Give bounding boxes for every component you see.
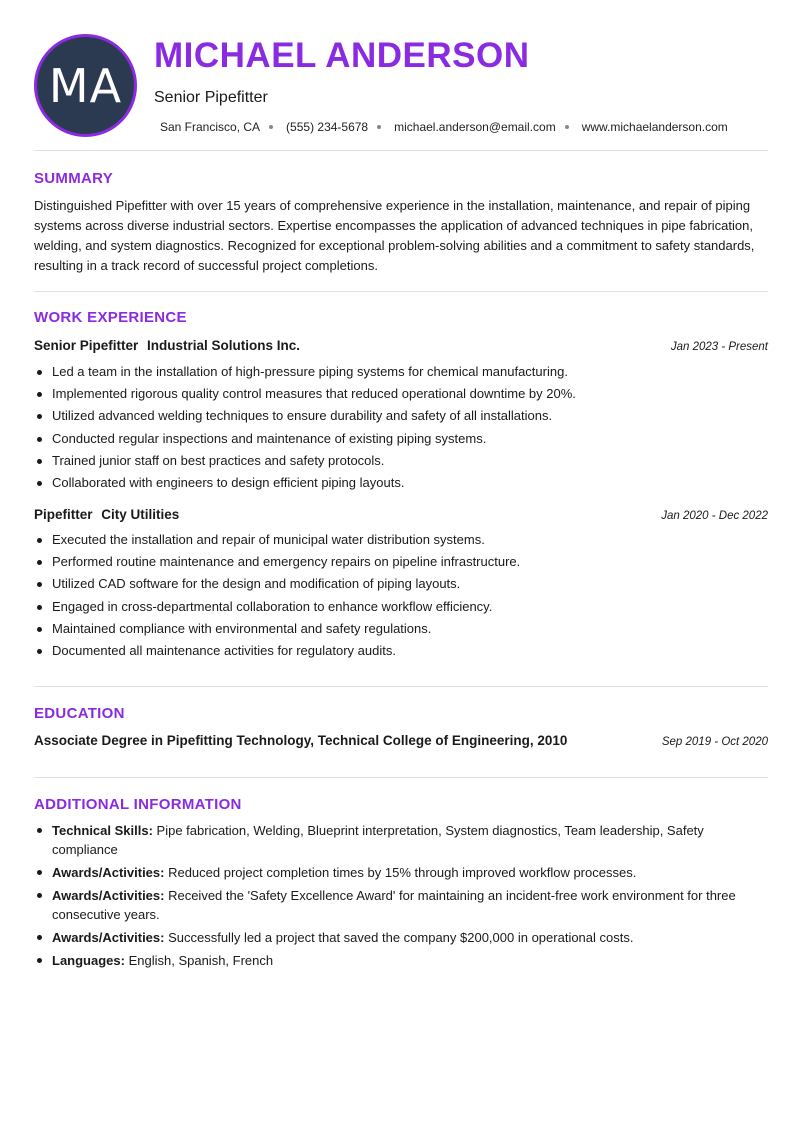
list-item: Trained junior staff on best practices and safety protocols. bbox=[34, 450, 768, 472]
job-position: Senior Pipefitter bbox=[34, 338, 139, 353]
info-text: Successfully led a project that saved the company $200,000 in operational costs. bbox=[164, 930, 634, 945]
job-position: Pipefitter bbox=[34, 507, 93, 522]
list-item bbox=[34, 951, 768, 970]
list-item bbox=[34, 928, 768, 947]
job-bullets bbox=[34, 361, 768, 494]
info-text: English, Spanish, French bbox=[124, 953, 274, 968]
summary-heading: SUMMARY bbox=[34, 170, 114, 187]
contact-line bbox=[160, 120, 728, 134]
list-item: Conducted regular inspections and maintenance of existing piping systems. bbox=[34, 428, 768, 450]
info-text: Pipe fabrication, Welding, Blueprint interpretation, System diagnostics, Team leadership, Safety compliance bbox=[52, 823, 704, 857]
contact-location: San Francisco, CA bbox=[160, 120, 261, 134]
info-label: Awards/Activities: bbox=[52, 865, 165, 880]
list-item: Led a team in the installation of high-pressure piping systems for chemical manufacturing. bbox=[34, 361, 768, 383]
list-item: Engaged in cross-departmental collaboration to enhance workflow efficiency. bbox=[34, 596, 768, 618]
list-item: Documented all maintenance activities for regulatory audits. bbox=[34, 640, 768, 662]
list-item: Collaborated with engineers to design efficient piping layouts. bbox=[34, 472, 768, 494]
education-heading: EDUCATION bbox=[34, 705, 125, 722]
list-item bbox=[34, 821, 768, 859]
list-item: Utilized advanced welding techniques to ensure durability and safety of all installations. bbox=[34, 405, 768, 427]
candidate-role: Senior Pipefitter bbox=[154, 89, 268, 106]
list-item: Implemented rigorous quality control measures that reduced operational downtime by 20%. bbox=[34, 383, 768, 405]
divider bbox=[34, 150, 768, 151]
list-item: Utilized CAD software for the design and modification of piping layouts. bbox=[34, 573, 768, 595]
additional-heading: ADDITIONAL INFORMATION bbox=[34, 796, 242, 813]
job-dates: Jan 2023 - Present bbox=[670, 341, 768, 353]
list-item bbox=[34, 863, 768, 882]
info-label: Technical Skills: bbox=[52, 823, 153, 838]
job-company: City Utilities bbox=[101, 507, 180, 522]
job-title bbox=[34, 338, 300, 353]
education-dates: Sep 2019 - Oct 2020 bbox=[661, 736, 768, 748]
education-degree: Associate Degree in Pipefitting Technology, Technical College of Engineering, 2010 bbox=[34, 733, 568, 748]
info-label: Awards/Activities: bbox=[52, 888, 165, 903]
info-label: Awards/Activities: bbox=[52, 930, 165, 945]
divider bbox=[34, 291, 768, 292]
separator-dot bbox=[377, 125, 381, 129]
separator-dot bbox=[565, 125, 569, 129]
candidate-name: MICHAEL ANDERSON bbox=[154, 36, 530, 75]
resume-header bbox=[34, 34, 768, 138]
contact-website[interactable]: www.michaelanderson.com bbox=[581, 120, 728, 134]
list-item bbox=[34, 886, 768, 924]
info-text: Reduced project completion times by 15% through improved workflow processes. bbox=[164, 865, 637, 880]
additional-list bbox=[34, 821, 768, 974]
avatar bbox=[34, 34, 137, 137]
list-item: Maintained compliance with environmental and safety regulations. bbox=[34, 618, 768, 640]
job-title bbox=[34, 507, 179, 522]
contact-email[interactable]: michael.anderson@email.com bbox=[394, 120, 556, 134]
info-text: Received the 'Safety Excellence Award' for maintaining an incident-free work environment for three consecutive years. bbox=[52, 888, 736, 922]
summary-text: Distinguished Pipefitter with over 15 years of comprehensive experience in the installation, maintenance, and repair of piping systems across diverse industrial sectors. Expertise encompasses the application of advanced techniques in pipe fabrication, welding, and system diagnostics. Recognized for exceptional problem-solving abilities and a commitment to safety standards, resulting in a track record of successful project completions. bbox=[34, 198, 755, 273]
job-header bbox=[34, 507, 768, 522]
job-dates: Jan 2020 - Dec 2022 bbox=[661, 510, 768, 522]
experience-heading: WORK EXPERIENCE bbox=[34, 309, 187, 326]
job-company: Industrial Solutions Inc. bbox=[147, 338, 301, 353]
job-bullets bbox=[34, 529, 768, 662]
list-item: Executed the installation and repair of municipal water distribution systems. bbox=[34, 529, 768, 551]
job-header bbox=[34, 338, 768, 353]
divider bbox=[34, 777, 768, 778]
list-item: Performed routine maintenance and emergency repairs on pipeline infrastructure. bbox=[34, 551, 768, 573]
education-entry bbox=[34, 733, 768, 748]
divider bbox=[34, 686, 768, 687]
avatar-initials: MA bbox=[48, 58, 123, 113]
info-label: Languages: bbox=[52, 953, 125, 968]
separator-dot bbox=[269, 125, 273, 129]
contact-phone: (555) 234-5678 bbox=[286, 120, 369, 134]
